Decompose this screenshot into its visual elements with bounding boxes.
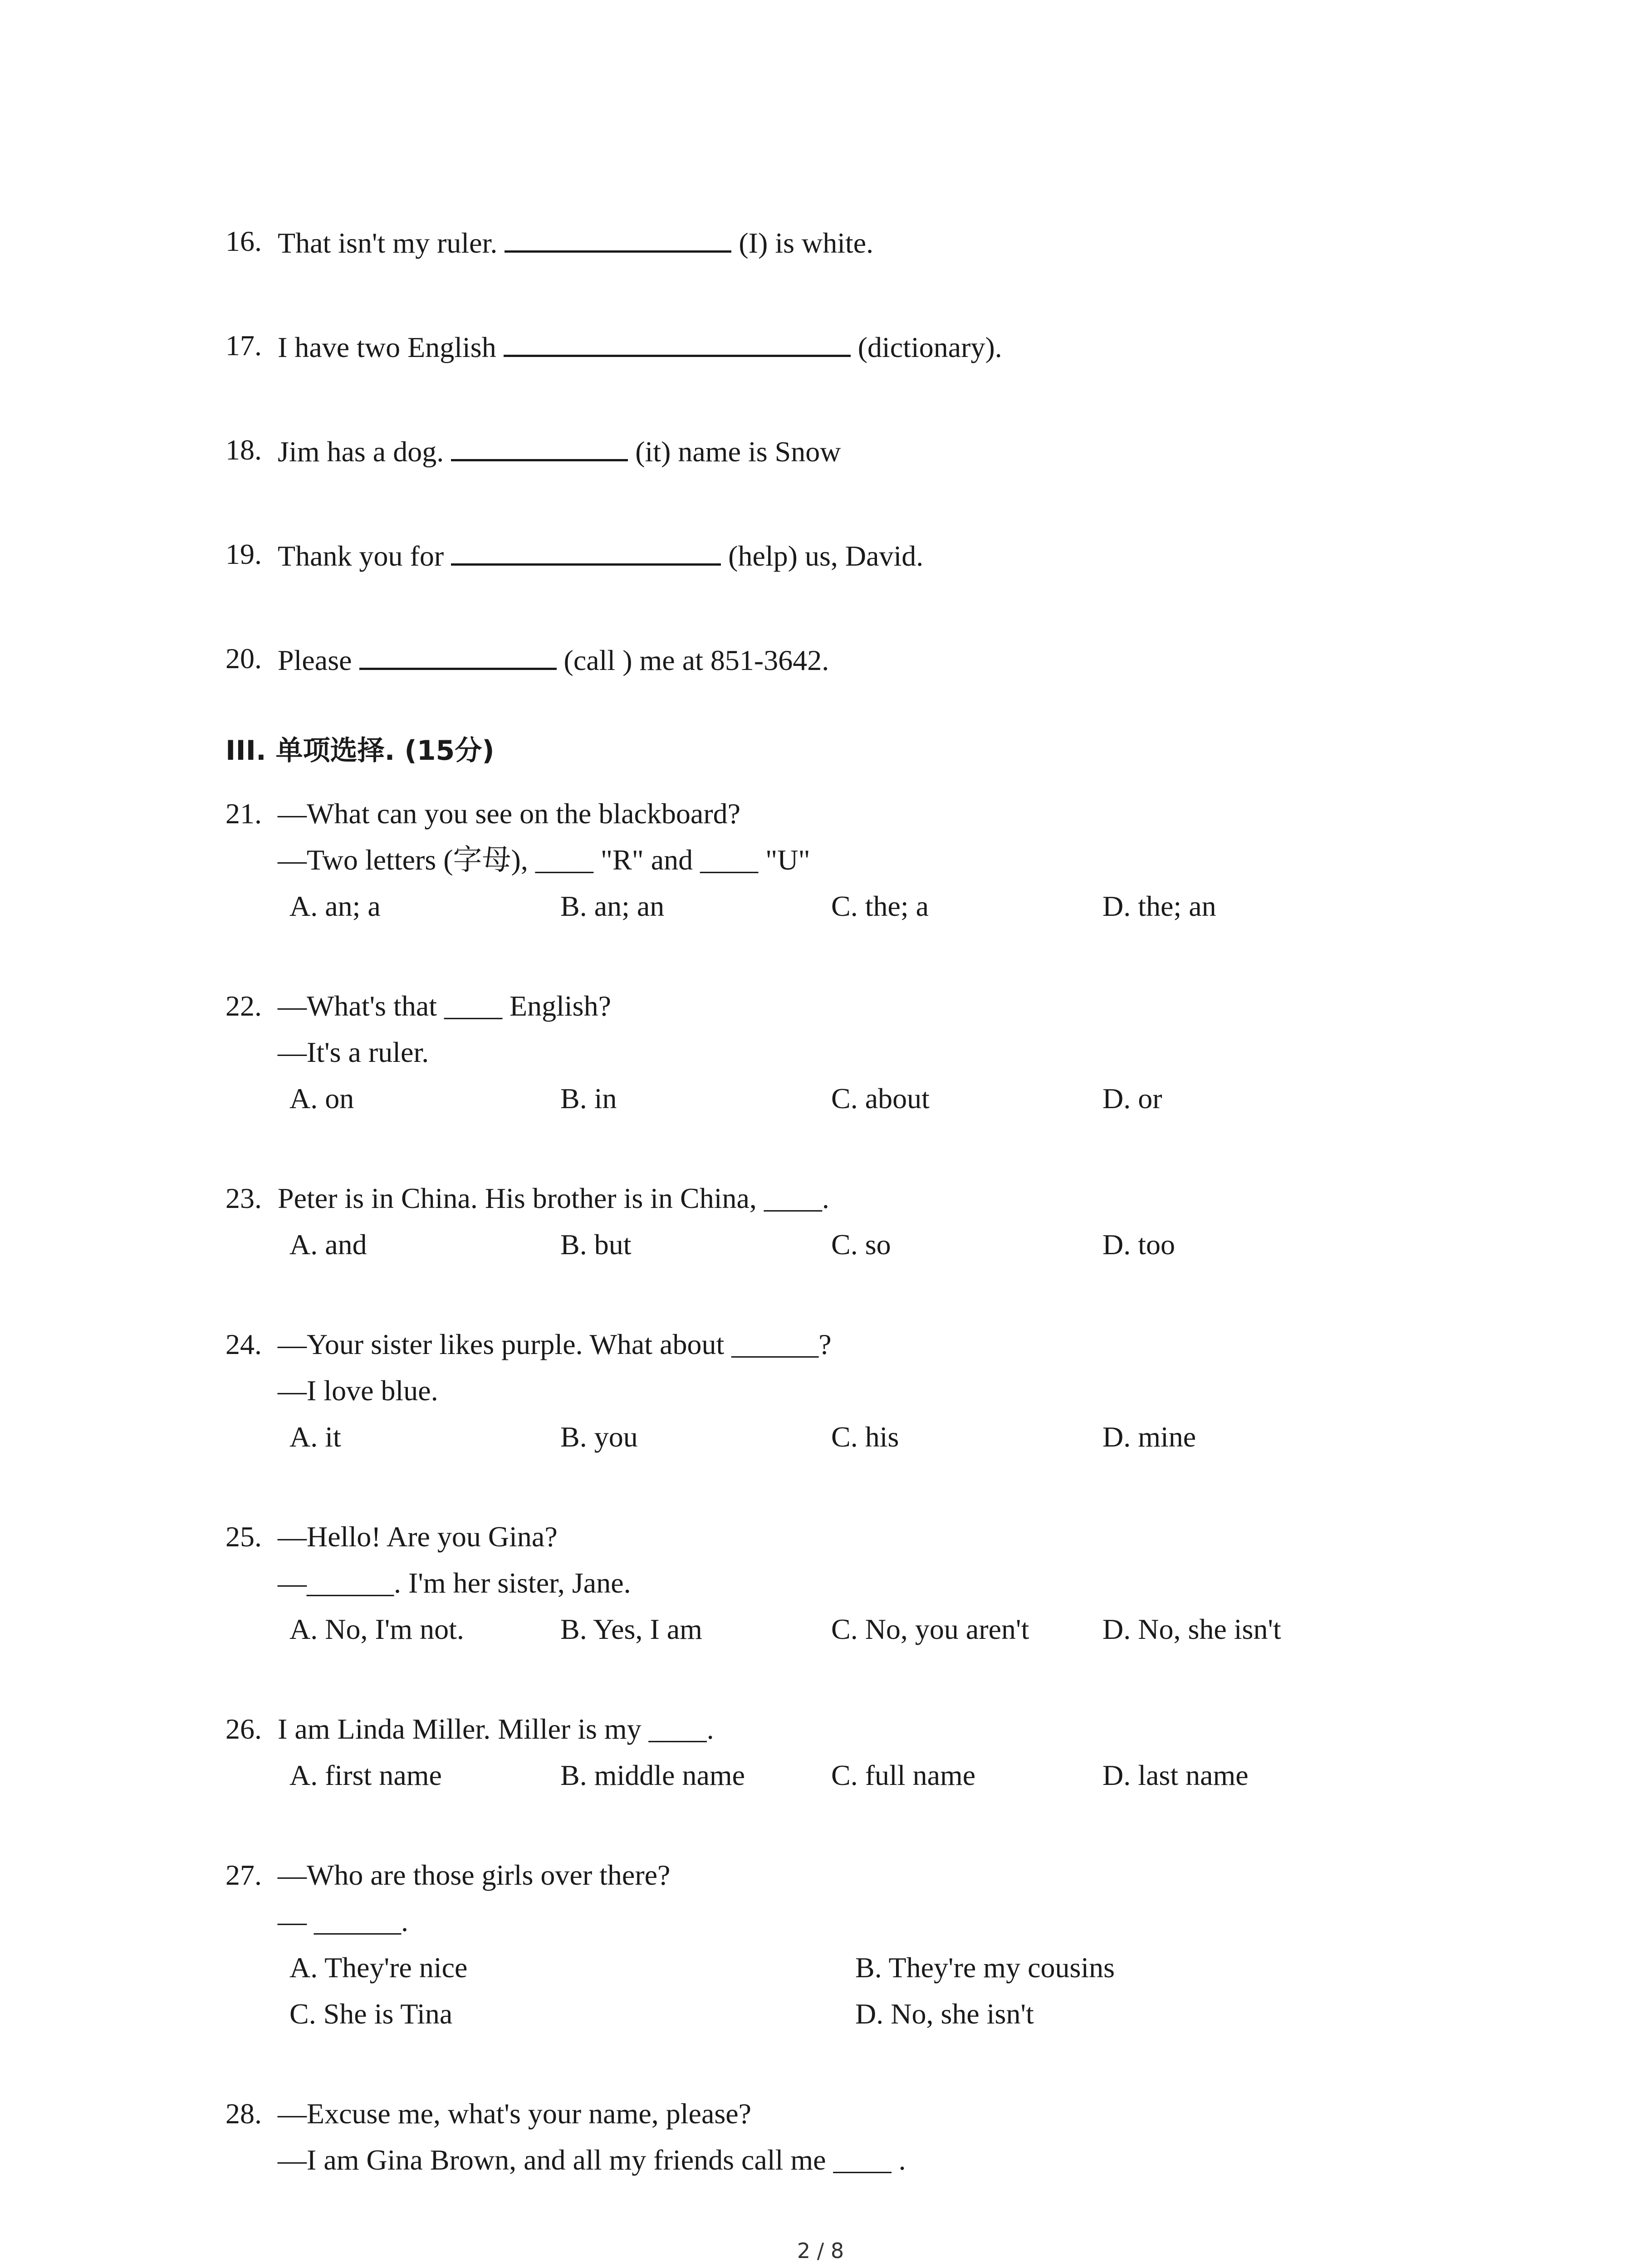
option-a[interactable]: A. No, I'm not. (289, 1613, 464, 1645)
option-d[interactable]: D. mine (1102, 1421, 1196, 1453)
question-line: —Your sister likes purple. What about ______? (278, 1328, 832, 1360)
option-a[interactable]: A. first name (289, 1759, 442, 1791)
option-b[interactable]: B. an; an (560, 890, 665, 922)
option-b[interactable]: B. Yes, I am (560, 1613, 702, 1645)
answer-blank[interactable] (451, 540, 721, 566)
option-d[interactable]: D. No, she isn't (1102, 1613, 1281, 1645)
question-text-after: (dictionary). (857, 331, 1002, 363)
answer-blank[interactable] (451, 435, 628, 461)
question-line: —Hello! Are you Gina? (278, 1520, 558, 1553)
question-line: —What can you see on the blackboard? (278, 797, 741, 830)
option-d[interactable]: D. last name (1102, 1759, 1249, 1791)
question-number: 16. (225, 225, 262, 257)
question-line: —I love blue. (278, 1374, 438, 1407)
question-line: —What's that ____ English? (278, 990, 611, 1022)
question-text (278, 435, 841, 466)
option-a[interactable]: A. and (289, 1228, 367, 1261)
option-b[interactable]: B. but (560, 1228, 632, 1261)
answer-blank[interactable] (504, 331, 851, 357)
question-number: 22. (225, 990, 262, 1022)
section-heading: III. 单项选择. (15分) (225, 735, 495, 767)
question-line: —Two letters (字母), ____ "R" and ____ "U" (278, 844, 810, 876)
question-number: 24. (225, 1328, 262, 1360)
question-line: I am Linda Miller. Miller is my ____. (278, 1713, 714, 1745)
option-c[interactable]: C. about (831, 1082, 930, 1114)
question-number: 20. (225, 642, 262, 675)
question-number: 17. (225, 329, 262, 362)
option-d[interactable]: D. too (1102, 1228, 1175, 1261)
answer-blank[interactable] (359, 644, 557, 670)
question-line: — ______. (278, 1905, 408, 1937)
option-a[interactable]: A. They're nice (289, 1951, 468, 1984)
question-text-before: Jim has a dog. (278, 435, 444, 468)
question-number: 28. (225, 2097, 262, 2130)
question-number: 26. (225, 1713, 262, 1745)
question-text-before: Please (278, 644, 352, 676)
option-c[interactable]: C. the; a (831, 890, 929, 922)
question-number: 21. (225, 797, 262, 830)
question-text (278, 227, 873, 258)
option-c[interactable]: C. No, you aren't (831, 1613, 1029, 1645)
question-number: 25. (225, 1520, 262, 1553)
question-text (278, 540, 923, 571)
question-text-after: (it) name is Snow (635, 435, 841, 468)
option-a[interactable]: A. on (289, 1082, 354, 1114)
question-text (278, 644, 829, 675)
option-c[interactable]: C. so (831, 1228, 891, 1261)
question-number: 23. (225, 1182, 262, 1214)
option-b[interactable]: B. in (560, 1082, 617, 1114)
option-c[interactable]: C. She is Tina (289, 1998, 453, 2030)
question-line: —Who are those girls over there? (278, 1859, 671, 1891)
question-text-before: I have two English (278, 331, 496, 363)
option-d[interactable]: D. or (1102, 1082, 1162, 1114)
question-text-before: Thank you for (278, 540, 444, 572)
option-b[interactable]: B. you (560, 1421, 638, 1453)
question-line: —I am Gina Brown, and all my friends call me ____ . (278, 2144, 906, 2176)
option-a[interactable]: A. it (289, 1421, 341, 1453)
question-number: 19. (225, 538, 262, 570)
option-b[interactable]: B. middle name (560, 1759, 745, 1791)
question-text-after: (call ) me at 851-3642. (563, 644, 829, 676)
option-d[interactable]: D. No, she isn't (855, 1998, 1034, 2030)
option-c[interactable]: C. his (831, 1421, 899, 1453)
question-text-after: (I) is white. (739, 227, 874, 259)
question-line: —Excuse me, what's your name, please? (278, 2097, 752, 2130)
page-number: 2 / 8 (797, 2239, 844, 2263)
question-number: 27. (225, 1859, 262, 1891)
question-line: —It's a ruler. (278, 1036, 429, 1068)
question-line: Peter is in China. His brother is in China, ____. (278, 1182, 829, 1214)
question-text-after: (help) us, David. (728, 540, 924, 572)
question-line: —______. I'm her sister, Jane. (278, 1567, 631, 1599)
option-c[interactable]: C. full name (831, 1759, 976, 1791)
option-a[interactable]: A. an; a (289, 890, 381, 922)
option-d[interactable]: D. the; an (1102, 890, 1216, 922)
option-b[interactable]: B. They're my cousins (855, 1951, 1115, 1984)
answer-blank[interactable] (505, 227, 731, 253)
question-text (278, 331, 1002, 362)
question-text-before: That isn't my ruler. (278, 227, 498, 259)
question-number: 18. (225, 434, 262, 466)
